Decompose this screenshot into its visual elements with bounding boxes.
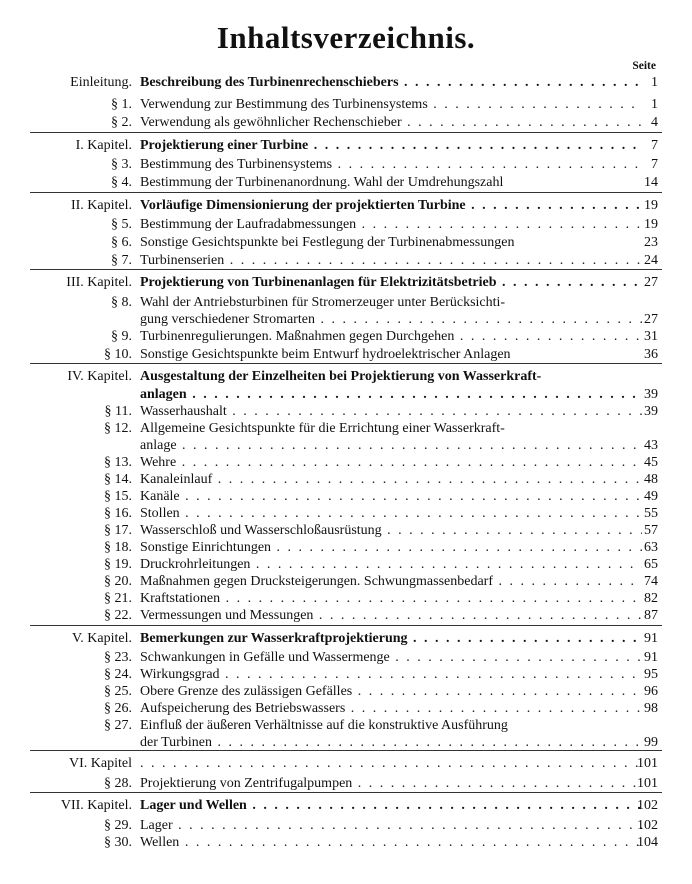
entry-label: § 16. — [104, 506, 132, 521]
toc-entry — [0, 649, 692, 666]
toc-entry — [0, 454, 692, 471]
section-divider — [30, 363, 662, 364]
entry-title: Vorläufige Dimensionierung der projektierten Turbine . . . — [140, 197, 642, 214]
toc-entry — [0, 573, 692, 590]
entry-title: Verwendung zur Bestimmung des Turbinensystems . . . — [140, 96, 642, 113]
toc-entry — [0, 505, 692, 522]
entry-page-number: 91 — [644, 631, 658, 646]
entry-title: Stollen . . . — [140, 505, 642, 522]
toc-entry — [0, 488, 692, 505]
section-divider — [30, 792, 662, 793]
entry-title: Wellen . . . — [140, 834, 642, 851]
entry-label: VI. Kapitel — [69, 756, 132, 771]
entry-title: Wehre . . . — [140, 454, 642, 471]
entry-label: § 9. — [111, 329, 132, 344]
entry-page-number: 63 — [644, 540, 658, 555]
toc-entry — [0, 666, 692, 683]
toc-entry — [0, 137, 692, 154]
entry-page-number: 102 — [637, 818, 658, 833]
entry-page-number: 82 — [644, 591, 658, 606]
section-divider — [30, 625, 662, 626]
entry-title: Kanäle . . . — [140, 488, 642, 505]
entry-page-number: 39 — [644, 387, 658, 402]
entry-label: § 12. — [104, 421, 132, 436]
entry-title: Schwankungen in Gefälle und Wassermenge . . . — [140, 649, 642, 666]
entry-title: Sonstige Gesichtspunkte beim Entwurf hydroelektrischer Anlagen — [140, 347, 511, 362]
entry-page-number: 65 — [644, 557, 658, 572]
entry-label: I. Kapitel. — [75, 138, 132, 153]
entry-page-number: 45 — [644, 455, 658, 470]
entry-label: § 18. — [104, 540, 132, 555]
entry-page-number: 1 — [651, 97, 658, 112]
entry-title: Projektierung einer Turbine . . . — [140, 137, 642, 154]
entry-label: § 1. — [111, 97, 132, 112]
toc-entry — [0, 403, 692, 420]
entry-title: Ausgestaltung der Einzelheiten bei Projektierung von Wasserkraft- — [140, 369, 542, 384]
entry-title: Allgemeine Gesichtspunkte für die Errichtung einer Wasserkraft- — [140, 421, 505, 436]
entry-page-number: 48 — [644, 472, 658, 487]
entry-title: Bemerkungen zur Wasserkraftprojektierung . . . — [140, 630, 642, 647]
toc-entry — [0, 174, 692, 191]
entry-page-number: 74 — [644, 574, 658, 589]
page-title: Inhaltsverzeichnis. — [216, 20, 476, 55]
entry-label: § 17. — [104, 523, 132, 538]
entry-title: Bestimmung des Turbinensystems . . . — [140, 156, 642, 173]
toc-entry — [0, 274, 692, 291]
entry-label: § 2. — [111, 115, 132, 130]
entry-page-number: 14 — [644, 175, 658, 190]
entry-label: § 14. — [104, 472, 132, 487]
entry-page-number: 27 — [644, 275, 658, 290]
entry-label: II. Kapitel. — [70, 198, 132, 213]
entry-page-number: 7 — [651, 157, 658, 172]
entry-title: Maßnahmen gegen Drucksteigerungen. Schwungmassenbedarf . . . — [140, 573, 642, 590]
entry-label: § 28. — [104, 776, 132, 791]
entry-title: Wasserschloß und Wasserschloßausrüstung . . . — [140, 522, 642, 539]
entry-page-number: 7 — [651, 138, 658, 153]
entry-page-number: 98 — [644, 701, 658, 716]
toc-entry — [0, 74, 692, 91]
toc-entry — [0, 522, 692, 539]
toc-entry — [0, 368, 692, 385]
entry-label: § 11. — [104, 404, 132, 419]
entry-label: § 3. — [111, 157, 132, 172]
entry-label: § 21. — [104, 591, 132, 606]
entry-page-number: 99 — [644, 735, 658, 750]
section-divider — [30, 269, 662, 270]
entry-label: § 27. — [104, 718, 132, 733]
section-divider — [30, 192, 662, 193]
toc-entry — [0, 311, 692, 328]
entry-page-number: 19 — [644, 198, 658, 213]
section-divider — [30, 132, 662, 133]
toc-entry — [0, 156, 692, 173]
entry-label: V. Kapitel. — [71, 631, 132, 646]
toc-entry — [0, 630, 692, 647]
entry-label: § 5. — [111, 217, 132, 232]
entry-title: der Turbinen . . . — [140, 734, 642, 751]
entry-page-number: 101 — [637, 776, 658, 791]
toc-entry — [0, 539, 692, 556]
entry-page-number: 23 — [644, 235, 658, 250]
entry-label: § 8. — [111, 295, 132, 310]
entry-title: Bestimmung der Laufradabmessungen . . . — [140, 216, 642, 233]
toc-entry — [0, 114, 692, 131]
toc-entry — [0, 420, 692, 437]
toc-entry — [0, 234, 692, 251]
toc-entry — [0, 817, 692, 834]
entry-label: § 6. — [111, 235, 132, 250]
entry-page-number: 102 — [637, 798, 658, 813]
entry-page-number: 101 — [637, 756, 658, 771]
section-divider — [30, 750, 662, 751]
entry-page-number: 87 — [644, 608, 658, 623]
toc-entry — [0, 294, 692, 311]
toc-entry — [0, 328, 692, 345]
toc-entry — [0, 797, 692, 814]
entry-title: anlagen . . . — [140, 386, 642, 403]
entry-title: Wasserhaushalt . . . — [140, 403, 642, 420]
entry-label: § 10. — [104, 347, 132, 362]
entry-title: Lager und Wellen . . . — [140, 797, 642, 814]
toc-entry — [0, 775, 692, 792]
toc-entry — [0, 556, 692, 573]
entry-title: Projektierung von Zentrifugalpumpen . . . — [140, 775, 642, 792]
entry-page-number: 43 — [644, 438, 658, 453]
toc-entry — [0, 683, 692, 700]
toc-entry — [0, 386, 692, 403]
entry-title: Bestimmung der Turbinenanordnung. Wahl der Umdrehungszahl — [140, 175, 504, 190]
entry-title: Beschreibung des Turbinenrechenschiebers . . . — [140, 74, 642, 91]
entry-label: § 25. — [104, 684, 132, 699]
entry-label: § 26. — [104, 701, 132, 716]
entry-label: § 4. — [111, 175, 132, 190]
entry-label: IV. Kapitel. — [67, 369, 132, 384]
entry-page-number: 27 — [644, 312, 658, 327]
entry-title: Vermessungen und Messungen . . . — [140, 607, 642, 624]
entry-title: gung verschiedener Stromarten . . . — [140, 311, 642, 328]
toc-entry — [0, 755, 692, 772]
entry-title: Druckrohrleitungen . . . — [140, 556, 642, 573]
entry-title: Obere Grenze des zulässigen Gefälles . . . — [140, 683, 642, 700]
entry-page-number: 36 — [644, 347, 658, 362]
entry-title: Turbinenregulierungen. Maßnahmen gegen Durchgehen . . . — [140, 328, 642, 345]
entry-page-number: 1 — [651, 75, 658, 90]
entry-title: Projektierung von Turbinenanlagen für Elektrizitätsbetrieb . . . — [140, 274, 642, 291]
entry-page-number: 95 — [644, 667, 658, 682]
toc-entry — [0, 96, 692, 113]
entry-label: § 7. — [111, 253, 132, 268]
toc-entry — [0, 834, 692, 851]
entry-label: § 15. — [104, 489, 132, 504]
toc-entry — [0, 700, 692, 717]
toc-entry — [0, 607, 692, 624]
entry-page-number: 57 — [644, 523, 658, 538]
page-column-header: Seite — [632, 60, 656, 72]
toc-entry — [0, 437, 692, 454]
toc-entry — [0, 590, 692, 607]
entry-page-number: 91 — [644, 650, 658, 665]
entry-label: § 22. — [104, 608, 132, 623]
entry-title: Sonstige Gesichtspunkte bei Festlegung der Turbinenabmessungen — [140, 235, 515, 250]
entry-label: III. Kapitel. — [66, 275, 132, 290]
toc-entry — [0, 197, 692, 214]
entry-title: Lager . . . — [140, 817, 642, 834]
entry-page-number: 55 — [644, 506, 658, 521]
entry-title: Kraftstationen . . . — [140, 590, 642, 607]
entry-title: Verwendung als gewöhnlicher Rechenschieber . . . — [140, 114, 642, 131]
toc-entry — [0, 471, 692, 488]
entry-page-number: 96 — [644, 684, 658, 699]
entry-page-number: 39 — [644, 404, 658, 419]
toc-entry — [0, 252, 692, 269]
toc-entry — [0, 734, 692, 751]
entry-label: § 23. — [104, 650, 132, 665]
entry-label: § 13. — [104, 455, 132, 470]
entry-page-number: 4 — [651, 115, 658, 130]
toc-entry — [0, 717, 692, 734]
entry-page-number: 49 — [644, 489, 658, 504]
entry-title: Einfluß der äußeren Verhältnisse auf die konstruktive Ausführung — [140, 718, 508, 733]
entry-label: § 20. — [104, 574, 132, 589]
entry-label: VII. Kapitel. — [60, 798, 132, 813]
entry-title: Sonstige Einrichtungen . . . — [140, 539, 642, 556]
entry-title: Kanaleinlauf . . . — [140, 471, 642, 488]
entry-label: § 30. — [104, 835, 132, 850]
entry-page-number: 24 — [644, 253, 658, 268]
entry-title: Wirkungsgrad . . . — [140, 666, 642, 683]
entry-title: anlage . . . — [140, 437, 642, 454]
entry-page-number: 19 — [644, 217, 658, 232]
entry-title: Wahl der Antriebsturbinen für Stromerzeuger unter Berücksichti- — [140, 295, 506, 310]
entry-label: § 19. — [104, 557, 132, 572]
entry-title — [140, 755, 642, 772]
toc-entry — [0, 216, 692, 233]
entry-title: Turbinenserien . . . — [140, 252, 642, 269]
entry-label: § 29. — [104, 818, 132, 833]
entry-page-number: 104 — [637, 835, 658, 850]
toc-entry — [0, 346, 692, 363]
entry-title: Aufspeicherung des Betriebswassers . . . — [140, 700, 642, 717]
entry-label: Einleitung. — [70, 75, 132, 90]
entry-page-number: 31 — [644, 329, 658, 344]
entry-label: § 24. — [104, 667, 132, 682]
